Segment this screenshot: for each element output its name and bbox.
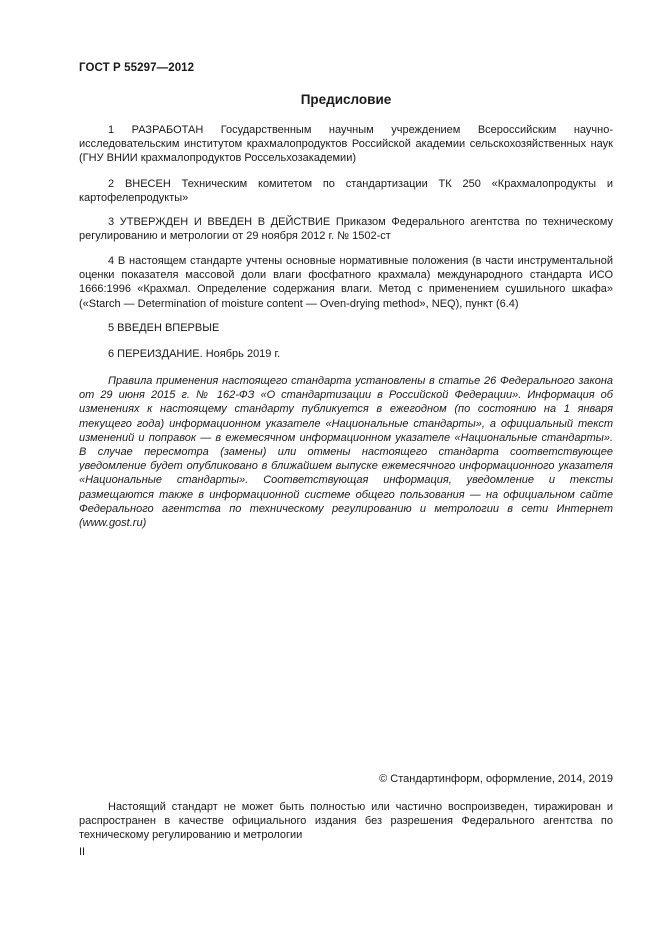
foreword-item-6: 6 ПЕРЕИЗДАНИЕ. Ноябрь 2019 г. <box>108 348 281 360</box>
standard-id-header: ГОСТ Р 55297—2012 <box>79 62 195 74</box>
copyright-line: © Стандартинформ, оформление, 2014, 2019 <box>379 773 613 785</box>
foreword-item-2: 2 ВНЕСЕН Техническим комитетом по стандартизации ТК 250 «Крахмалопродукты и картофелепродукты» <box>79 178 613 205</box>
reproduction-notice: Настоящий стандарт не может быть полностью или частично воспроизведен, тиражирован и распространен в качестве официального издания без разрешения Федерального агентства по техническому регулированию и метрологии <box>79 801 613 842</box>
foreword-item-5: 5 ВВЕДЕН ВПЕРВЫЕ <box>108 322 220 334</box>
page-title: Предисловие <box>300 92 392 107</box>
foreword-item-1: 1 РАЗРАБОТАН Государственным научным учреждением Всероссийским научно-исследовательским институтом крахмалопродуктов Российской академии сельскохозяйственных наук (ГНУ ВНИИ крахмалопродуктов Россельхозакадемии) <box>79 124 613 165</box>
page-number: II <box>79 846 86 858</box>
foreword-item-3: 3 УТВЕРЖДЕН И ВВЕДЕН В ДЕЙСТВИЕ Приказом Федерального агентства по техническому регулированию и метрологии от 29 ноября 2012 г. № 1502-ст <box>79 216 613 243</box>
standard-application-notice: Правила применения настоящего стандарта установлены в статье 26 Федерального закона от 29 июня 2015 г. № 162-ФЗ «О стандартизации в Российской Федерации». Информация об изменениях к настоящему стандарту публикуется в ежегодном (по состоянию на 1 января текущего года) информационном указателе «Национальные стандарты», а официальный текст изменений и поправок — в ежемесячном информационном указателе «Национальные стандарты». В случае пересмотра (замены) или отмены настоящего стандарта соответствующее уведомление будет опубликовано в ближайшем выпуске ежемесячного информационного указателя «Национальные стандарты». Соответствующая информация, уведомление и тексты размещаются также в информационной системе общего пользования — на официальном сайте Федерального агентства по техническому регулированию и метрологии в сети Интернет (www.gost.ru) <box>79 375 613 530</box>
foreword-item-4: 4 В настоящем стандарте учтены основные нормативные положения (в части инструментальной оценки показателя массовой доли влаги фосфатного крахмала) международного стандарта ИСО 1666:1996 «Крахмал. Определение содержания влаги. Метод с применением сушильного шкафа» («Starch — Determination of moisture content — Oven-drying method», NEQ), пункт (6.4) <box>79 255 613 310</box>
